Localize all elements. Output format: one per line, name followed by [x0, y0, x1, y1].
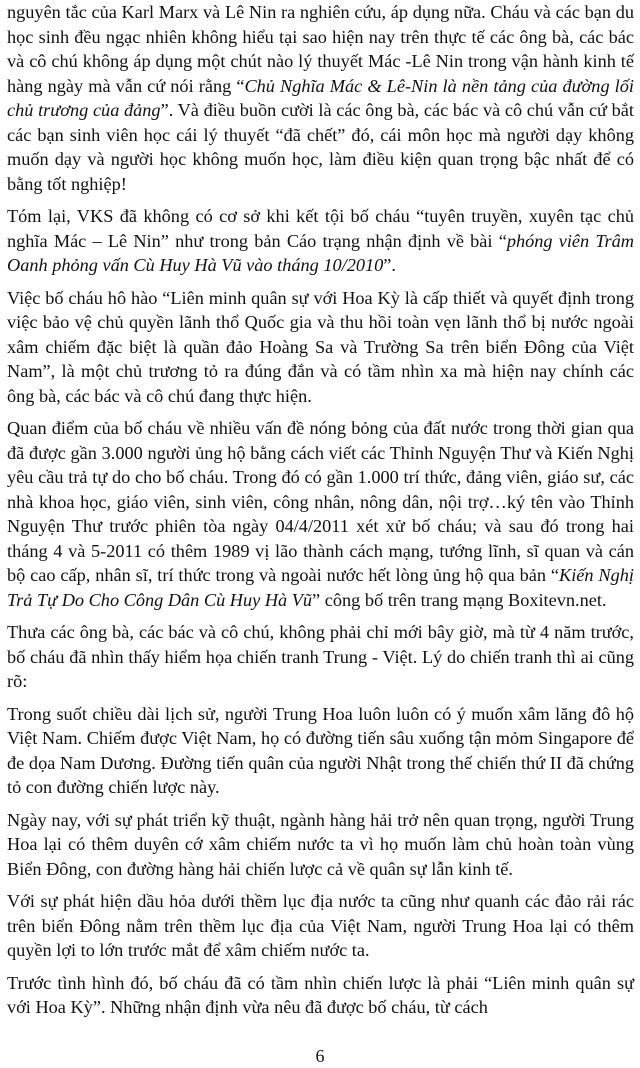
document-page — [7, 0, 634, 1028]
paragraph-oil: Với sự phát hiện dầu hỏa dưới thềm lục địa nước ta cũng như quanh các đảo rải rác trên biển Đông nằm trên thềm lục địa của Việt Nam, người Trung Hoa lại có thêm quyền lợi to lớn trước mắt để xâm chiếm nước ta. — [7, 891, 634, 960]
italic-quote: Kiến Nghị Trả Tự Do Cho Công Dân Cù Huy Hà Vũ — [7, 565, 634, 610]
paragraph-vks-conclusion — [7, 204, 634, 278]
paragraph-text: ”. — [383, 255, 396, 275]
paragraph-text: nguyên tắc của Karl Marx và Lê Nin ra nghiên cứu, áp dụng nữa. Cháu và các bạn du học sinh đều ngạc nhiên không hiểu tại sao hiện nay trên thực tế các ông bà, các bác và cô chú không áp dụng một chút nào lý thuyết Mác -Lê Nin trong vận hành kinh tế hàng ngày mà vẫn cứ nói rằng “ — [7, 2, 634, 96]
italic-quote: phóng viên Trâm Oanh phỏng vấn Cù Huy Hà Vũ vào tháng 10/2010 — [7, 230, 634, 275]
paragraph-maritime: Ngày nay, với sự phát triển kỹ thuật, ngành hàng hải trở nên quan trọng, người Trung Hoa lại có thêm duyên cớ xâm chiếm nước ta vì họ muốn làm chủ hoàn toàn vùng Biển Đông, con đường hàng hải chiến lược cả về quân sự lẫn kinh tế. — [7, 809, 634, 879]
paragraph-text: ”. Và điều buồn cười là các ông bà, các bác và cô chú vẫn cứ bắt các bạn sinh viên học cái lý thuyết “đã chết” đó, cái môn học mà người dạy không muốn dạy và người học không muốn học, làm điều kiện quan trọng bậc nhất để có bằng tốt nghiệp! — [7, 100, 634, 194]
paragraph-war-danger: Thưa các ông bà, các bác và cô chú, không phải chỉ mới bây giờ, mà từ 4 năm trước, bố cháu đã nhìn thấy hiểm họa chiến tranh Trung - Việt. Lý do chiến tranh thì ai cũng rõ: — [7, 622, 634, 691]
paragraph-military-alliance: Việc bố cháu hô hào “Liên minh quân sự với Hoa Kỳ là cấp thiết và quyết định trong việc bảo vệ chủ quyền lãnh thổ Quốc gia và thu hồi toàn vẹn lãnh thổ bị nước ngoài xâm chiếm đặc biệt là quần đảo Hoàng Sa và Trường Sa trên biển Đông của Việt Nam”, là một chủ trương tỏ ra đúng đắn và có tầm nhìn xa mà hiện nay chính các ông bà, các bác và cô chú đang thực hiện. — [7, 287, 634, 406]
paragraph-marx-lenin-theory — [7, 0, 634, 196]
page-number: 6 — [315, 1046, 325, 1066]
paragraph-text: Quan điểm của bố cháu về nhiều vấn đề nóng bỏng của đất nước trong thời gian qua đã được gần 3.000 người ủng hộ bằng cách viết các Thỉnh Nguyện Thư và Kiến Nghị yêu cầu trả tự do cho bố cháu. Trong đó có gần 1.000 trí thức, đảng viên, giáo sư, các nhà khoa học, giáo viên, sinh viên, công nhân, nông dân, nội trợ…ký tên vào Thỉnh Nguyện Thư trước phiên tòa ngày 04/4/2011 xét xử bố cháu; và sau đó trong hai tháng 4 và 5-2011 có thêm 1989 vị lão thành cách mạng, tướng lĩnh, sĩ quan và cán bộ cao cấp, nhân sĩ, trí thức trong và ngoài nước hết lòng ủng hộ qua bản “ — [7, 418, 634, 585]
paragraph-strategic-vision: Trước tình hình đó, bố cháu đã có tầm nhìn chiến lược là phải “Liên minh quân sự với Hoa Kỳ”. Những nhận định vừa nêu đã được bố cháu, từ cách — [7, 972, 634, 1017]
paragraph-history: Trong suốt chiều dài lịch sử, người Trung Hoa luôn luôn có ý muốn xâm lăng đô hộ Việt Nam. Chiếm được Việt Nam, họ có đường tiến sâu xuống tận mỏm Singapore để đe dọa Nam Dương. Đường tiến quân của người Nhật trong thế chiến thứ II đã chứng tỏ con đường chiến lược này. — [7, 703, 634, 797]
italic-quote: Chủ Nghĩa Mác & Lê-Nin là nền tảng của đường lối chủ trương của đảng — [7, 75, 634, 120]
paragraph-text: Tóm lại, VKS đã không có cơ sở khi kết tội bố cháu “tuyên truyền, xuyên tạc chủ nghĩa Mác – Lê Nin” như trong bản Cáo trạng nhận định về bài “ — [7, 206, 634, 251]
paragraph-text: ” công bố trên trang mạng Boxitevn.net. — [312, 589, 607, 610]
paragraph-public-support — [7, 416, 634, 612]
